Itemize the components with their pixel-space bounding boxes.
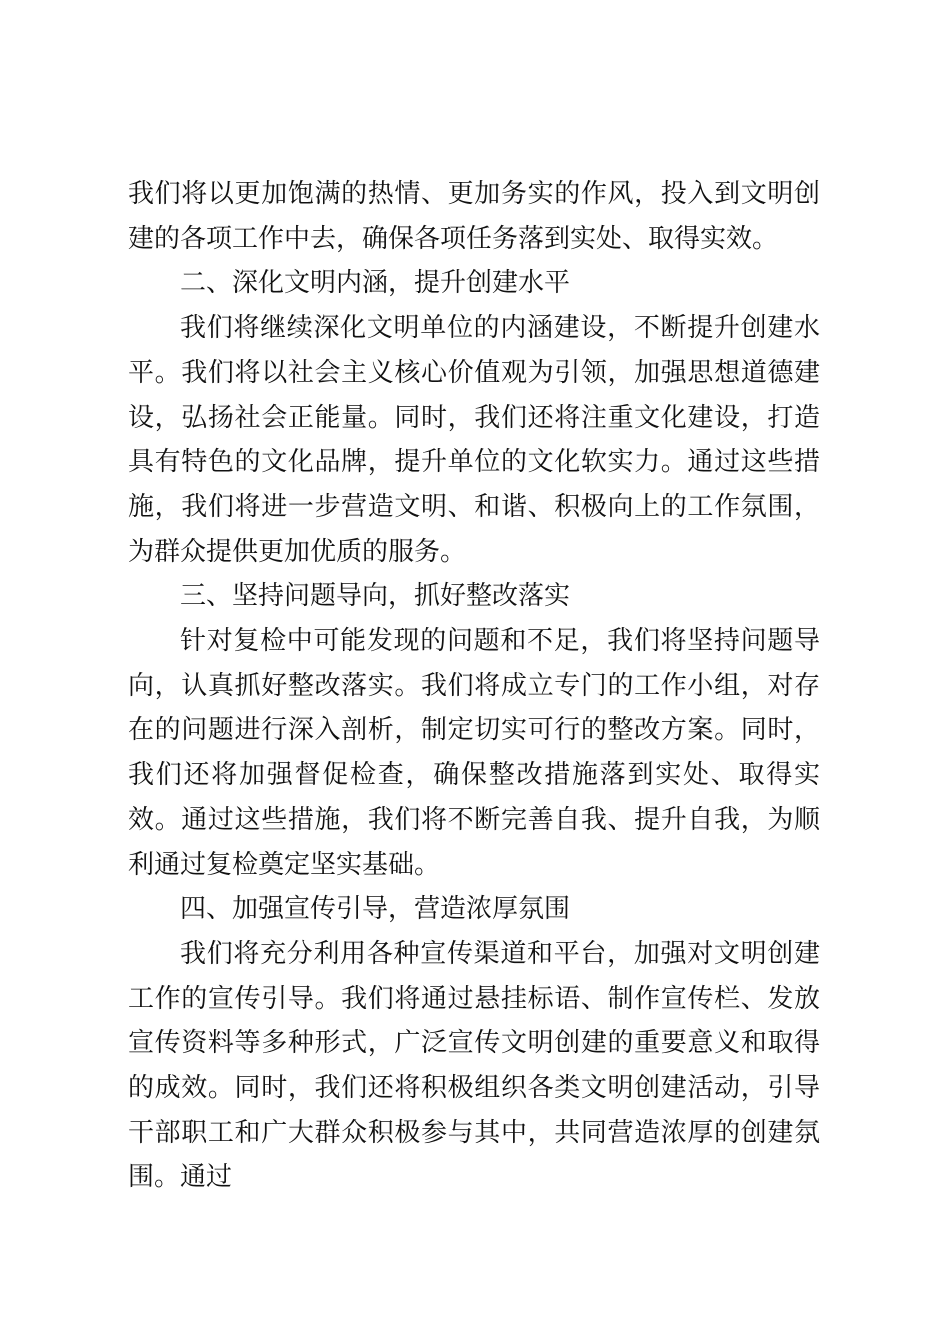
section-heading-2: 二、深化文明内涵，提升创建水平	[180, 268, 571, 299]
paragraph-continued: 我们将以更加饱满的热情、更加务实的作风，投入到文明创建的各项工作中去，确保各项任务落到实处、取得实效。	[128, 179, 820, 254]
paragraph-section-2: 我们将继续深化文明单位的内涵建设，不断提升创建水平。我们将以社会主义核心价值观为引领，加强思想道德建设，弘扬社会正能量。同时，我们还将注重文化建设，打造具有特色的文化品牌，提升单位的文化软实力。通过这些措施，我们将进一步营造文明、和谐、积极向上的工作氛围，为群众提供更加优质的服务。	[128, 313, 820, 567]
paragraph-section-4: 我们将充分利用各种宣传渠道和平台，加强对文明创建工作的宣传引导。我们将通过悬挂标语、制作宣传栏、发放宣传资料等多种形式，广泛宣传文明创建的重要意义和取得的成效。同时，我们还将积极组织各类文明创建活动，引导干部职工和广大群众积极参与其中，共同营造浓厚的创建氛围。通过	[128, 938, 820, 1193]
document-body	[128, 172, 820, 1200]
section-heading-3: 三、坚持问题导向，抓好整改落实	[180, 581, 571, 612]
section-heading-4: 四、加强宣传引导，营造浓厚氛围	[180, 894, 571, 925]
paragraph-section-3: 针对复检中可能发现的问题和不足，我们将坚持问题导向，认真抓好整改落实。我们将成立专门的工作小组，对存在的问题进行深入剖析，制定切实可行的整改方案。同时，我们还将加强督促检查，确保整改措施落到实处、取得实效。通过这些措施，我们将不断完善自我、提升自我，为顺利通过复检奠定坚实基础。	[128, 626, 820, 880]
